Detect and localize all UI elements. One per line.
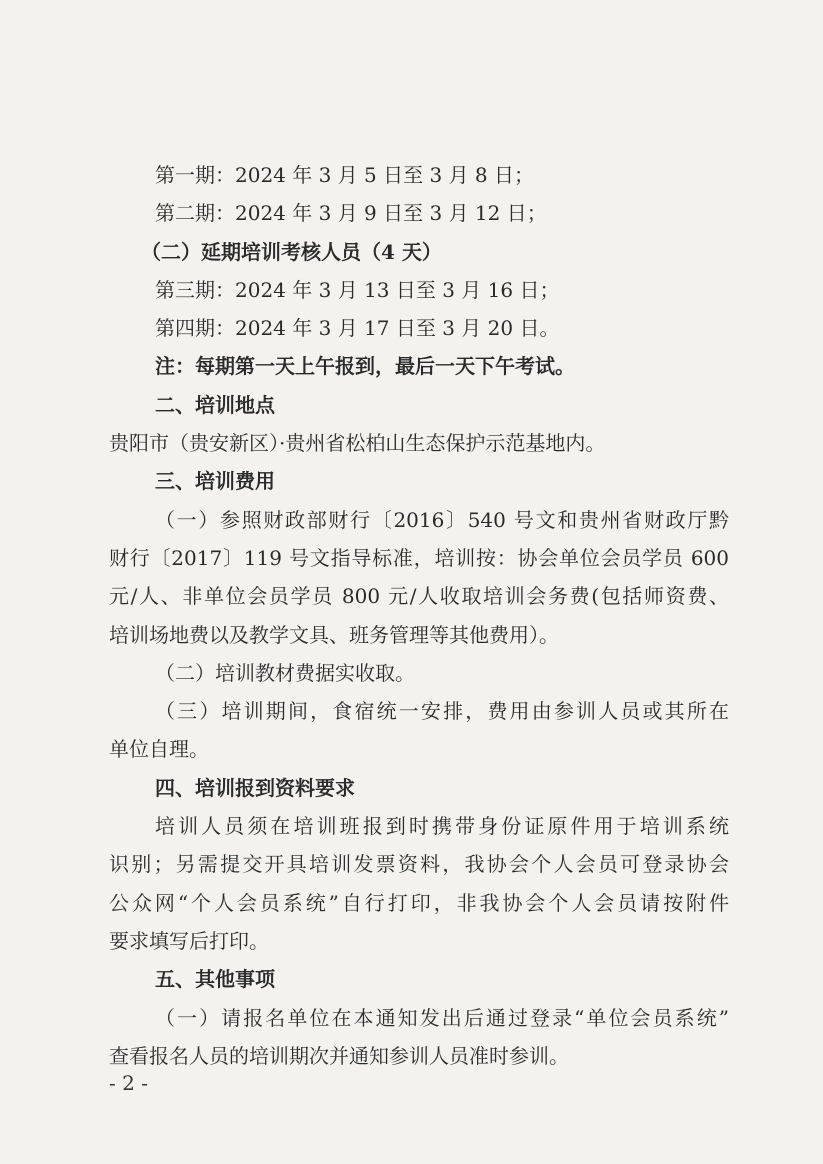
fees-paragraph-line-2: 财行〔2017〕119 号文指导标准，培训按：协会单位会员学员 600 [109, 545, 729, 570]
schedule-period-4: 第四期：2024 年 3 月 17 日至 3 月 20 日。 [155, 316, 560, 341]
registration-line-3: 公众网“个人会员系统”自行打印，非我协会个人会员请按附件 [109, 890, 729, 915]
section-heading-location: 二、培训地点 [155, 392, 275, 417]
document-body [109, 156, 729, 1075]
other-line-1: （一）请报名单位在本通知发出后通过登录“单位会员系统” [155, 1005, 729, 1030]
fees-paragraph-line-4: 培训场地费以及教学文具、班务管理等其他费用）。 [109, 622, 559, 647]
other-line-2: 查看报名人员的培训期次并通知参训人员准时参训。 [109, 1043, 569, 1068]
registration-line-1: 培训人员须在培训班报到时携带身份证原件用于培训系统 [155, 814, 729, 839]
page-number: - 2 - [109, 1071, 148, 1095]
fees-lodging-line-1: （三）培训期间，食宿统一安排，费用由参训人员或其所在 [155, 699, 729, 724]
registration-line-2: 识别；另需提交开具培训发票资料，我协会个人会员可登录协会 [109, 852, 729, 877]
section-heading-other: 五、其他事项 [155, 967, 275, 992]
fees-lodging-line-2: 单位自理。 [109, 737, 209, 762]
fees-materials: （二）培训教材费据实收取。 [155, 660, 415, 685]
fees-paragraph-line-3: 元/人、非单位会员学员 800 元/人收取培训会务费(包括师资费、 [109, 584, 729, 609]
schedule-period-1: 第一期：2024 年 3 月 5 日至 3 月 8 日； [155, 163, 535, 187]
section-heading-fees: 三、培训费用 [155, 469, 275, 494]
section-heading-registration: 四、培训报到资料要求 [155, 775, 355, 800]
schedule-period-3: 第三期：2024 年 3 月 13 日至 3 月 16 日； [155, 277, 560, 302]
location-text: 贵阳市（贵安新区）·贵州省松柏山生态保护示范基地内。 [109, 431, 606, 456]
fees-paragraph-line-1: （一）参照财政部财行〔2016〕540 号文和贵州省财政厅黔 [155, 507, 729, 532]
schedule-period-2: 第二期：2024 年 3 月 9 日至 3 月 12 日； [155, 201, 547, 226]
schedule-note: 注：每期第一天上午报到，最后一天下午考试。 [155, 354, 575, 379]
subsection-heading-delayed: （二）延期培训考核人员（4 天） [141, 239, 442, 264]
registration-line-4: 要求填写后打印。 [109, 928, 269, 953]
